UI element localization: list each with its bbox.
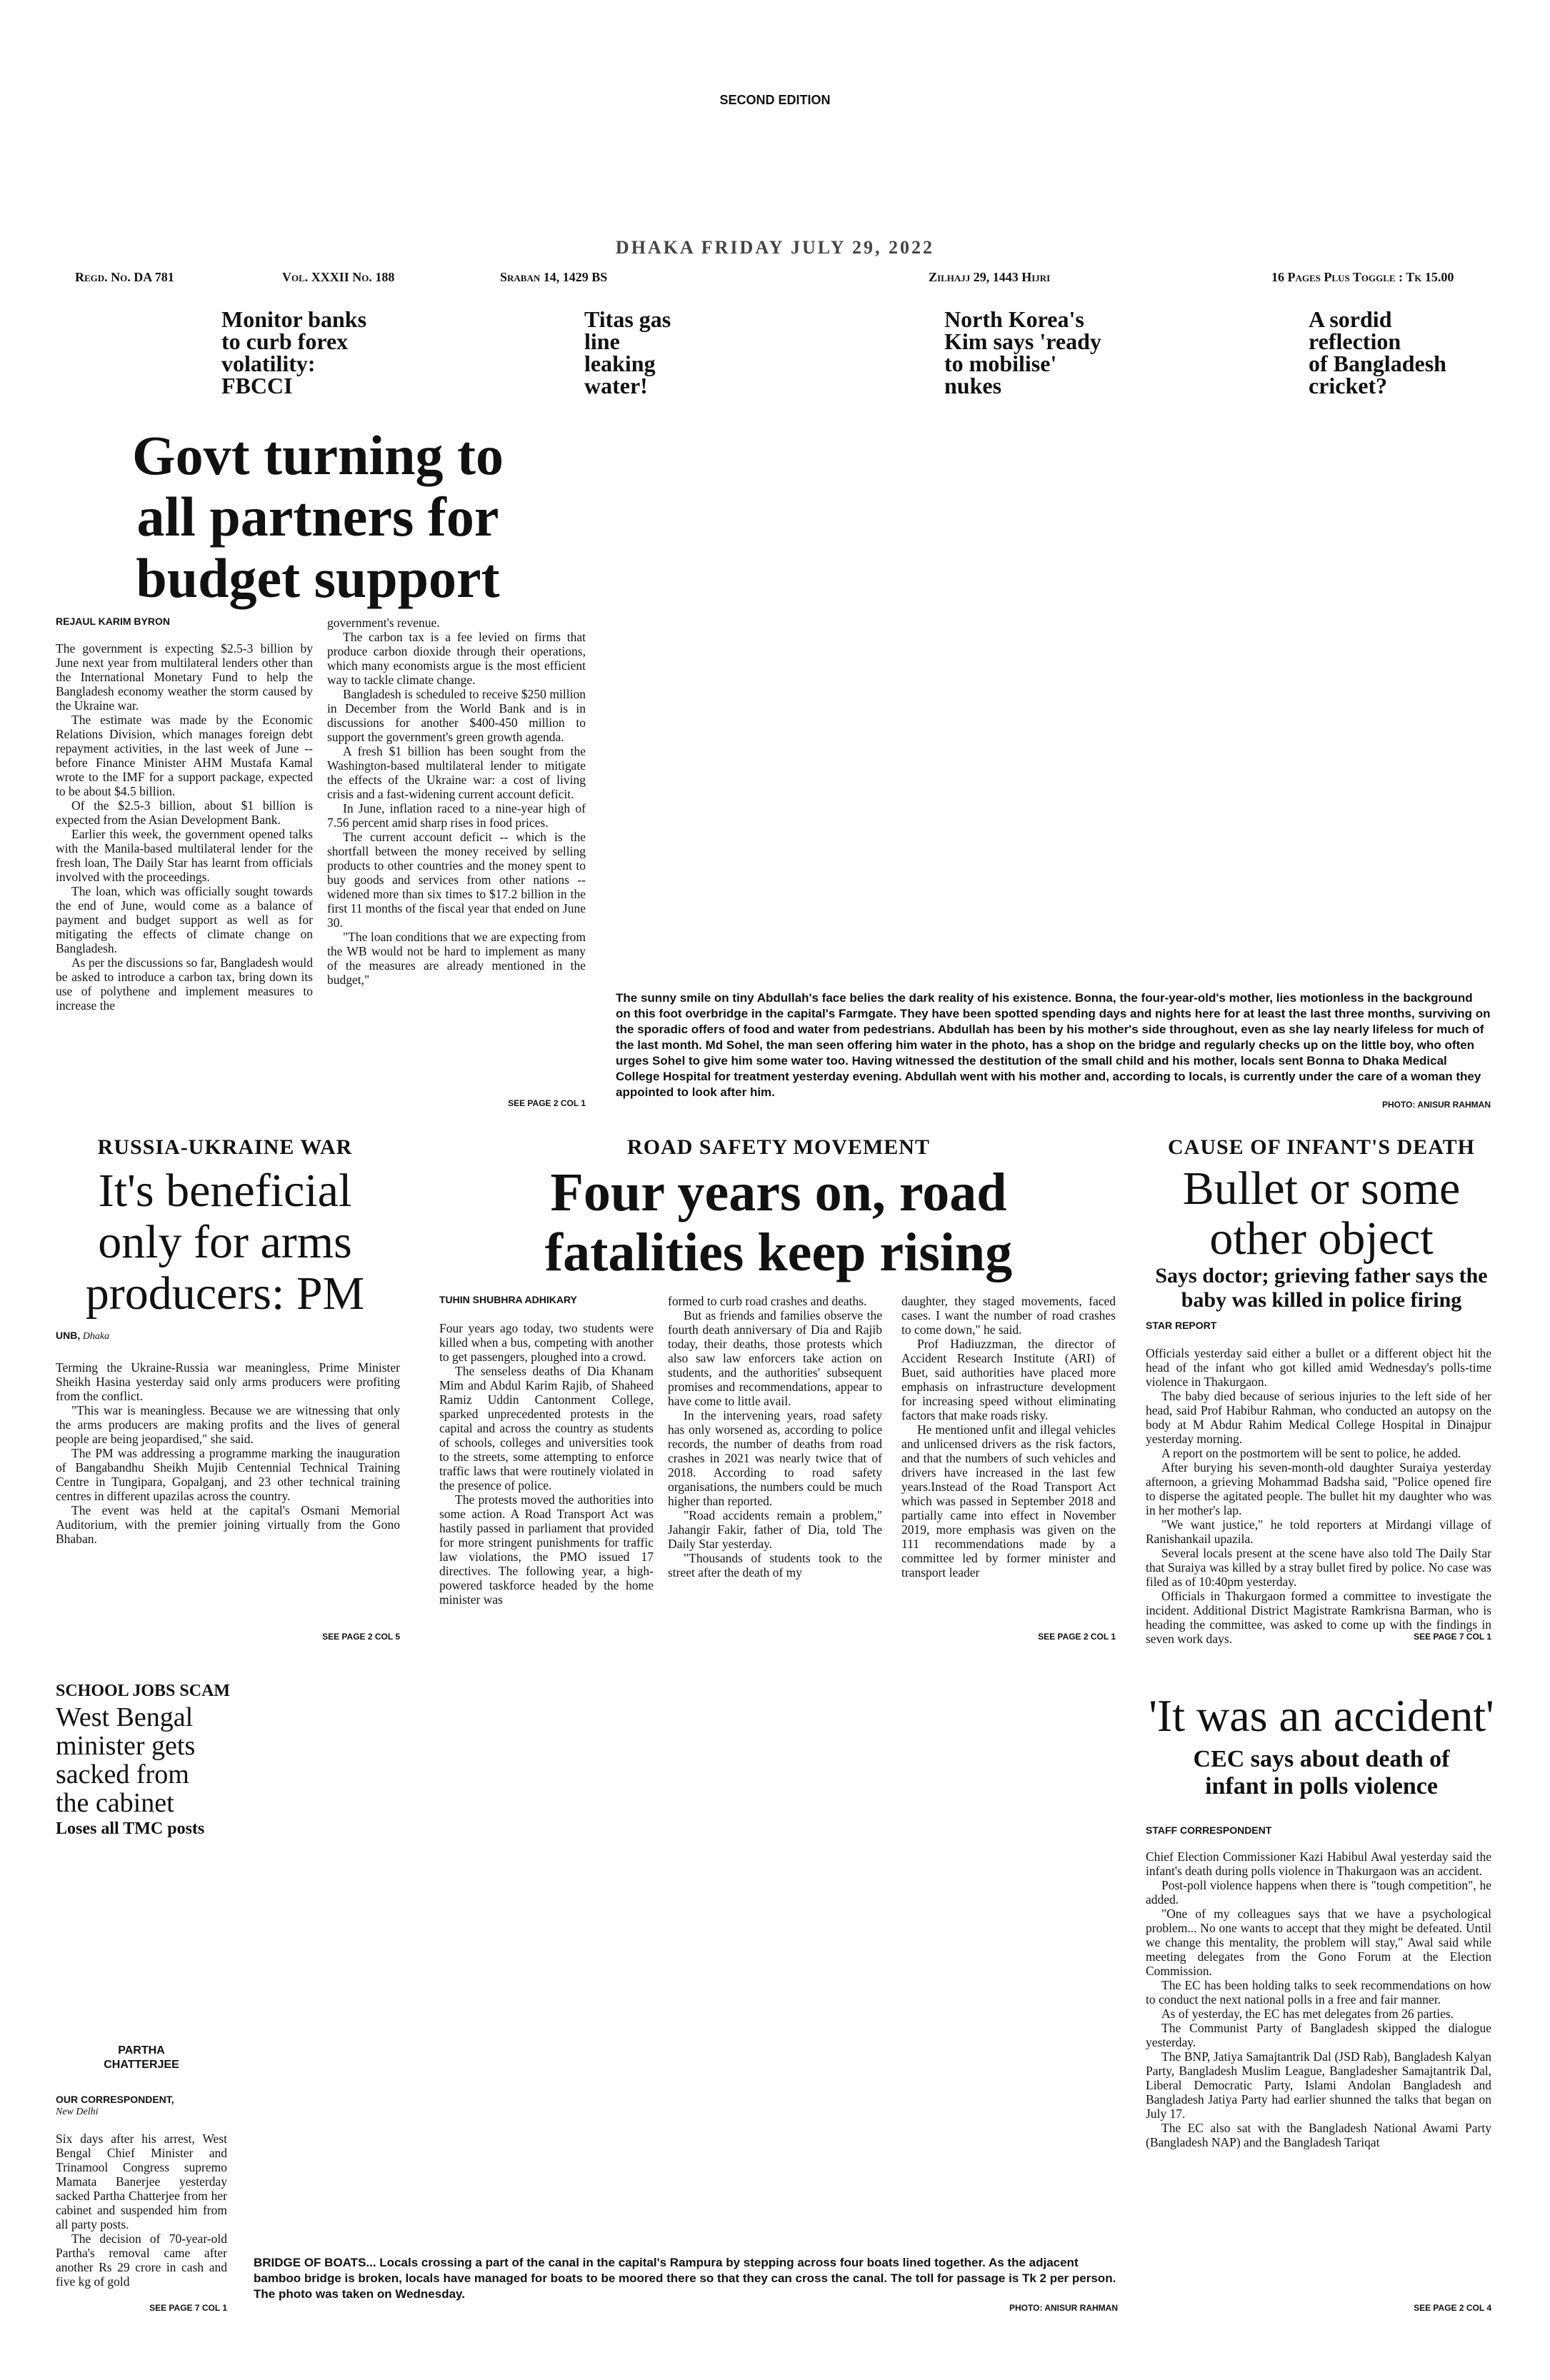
teaser-line: cricket?: [1309, 373, 1388, 398]
teaser-line: Monitor banks: [221, 306, 367, 332]
teaser-fbcci[interactable]: [221, 308, 407, 397]
paragraph: Chief Election Commissioner Kazi Habibul Awal yesterday said the infant's death during polls violence in Thakurgaon was an accident.: [1146, 1849, 1491, 1878]
russia-continuation[interactable]: SEE PAGE 2 COL 5: [322, 1632, 400, 1642]
road-headline[interactable]: [429, 1163, 1129, 1282]
road-column-3: [901, 1294, 1116, 1580]
paragraph: "Thousands of students took to the street after the death of my: [668, 1551, 882, 1580]
teaser-line: to curb forex: [221, 328, 349, 354]
headline-line: sacked from: [56, 1759, 189, 1789]
portrait-name-line: PARTHA: [118, 2044, 165, 2057]
paragraph: government's revenue.: [327, 616, 440, 630]
infant-deck: Says doctor; grieving father says the baby was killed in police firing: [1155, 1264, 1488, 1312]
teaser-line: nukes: [944, 373, 1002, 398]
paragraph: In the intervening years, road safety has only worsened as, according to police records, the number of deaths from road crashes in 2021 was nearly twice that of 2018. According to road safety organisations, the numbers could be much higher than reported.: [668, 1408, 882, 1508]
paragraph: Four years ago today, two students were killed when a bus, competing with another to get passengers, ploughed into a crowd.: [439, 1321, 654, 1364]
headline-line: other object: [1209, 1212, 1434, 1265]
paragraph: The EC also sat with the Bangladesh National Awami Party (Bangladesh NAP) and the Bangladesh Tariqat: [1146, 2121, 1491, 2149]
paragraph: daughter, they staged movements, faced cases. I want the number of road crashes to come down," he said.: [901, 1294, 1116, 1337]
hijri-date: Zilhajj 29, 1443 Hijri: [929, 270, 1051, 284]
paragraph: The event was held at the capital's Osmani Memorial Auditorium, with the premier joining virtually from the Gono Bhaban.: [56, 1503, 400, 1546]
paragraph: formed to curb road crashes and deaths.: [668, 1294, 867, 1308]
teaser-line: of Bangladesh: [1309, 351, 1446, 376]
regd-number: Regd. No. DA 781: [75, 270, 174, 284]
byline-source: UNB,: [56, 1330, 81, 1341]
headline-line: fatalities keep rising: [544, 1222, 1013, 1282]
headline-line: Four years on, road: [550, 1163, 1007, 1222]
boats-caption: BRIDGE OF BOATS... Locals crossing a part of the canal in the capital's Rampura by stepping across four boats lined together. As the adjacent bamboo bridge is broken, locals have managed for boats to be moored there so that they can cross the canal. The toll for passage is Tk 2 per person. The photo was taken on Wednesday.: [254, 2256, 1116, 2301]
paragraph: The BNP, Jatiya Samajtantrik Dal (JSD Rab), Bangladesh Kalyan Party, Bangladesh Muslim League, Bangladesher Samajtantrik Dal, Liberal Democratic Party, Islami Andolan Bangladesh and Bangladesh Jatiya Party had earlier shunned the talks that began on July 17.: [1146, 2049, 1491, 2121]
volume-number: Vol. XXXII No. 188: [282, 270, 395, 284]
teaser-line: water!: [584, 373, 648, 398]
school-body: [56, 2132, 227, 2289]
paragraph: He mentioned unfit and illegal vehicles and unlicensed drivers as the risk factors, and that the numbers of such vehicles and drivers have increased in the last few years.Instead of the Road Transport Act which was passed in September 2018 and partially came into effect in November 2019, more emphasis was given on the 111 recommendations made by a committee led by former minister and transport leader: [901, 1422, 1116, 1580]
paragraph: Bangladesh is scheduled to receive $250 million in December from the World Bank and is in discussions for another $400-450 million to support the government's green growth agenda.: [327, 687, 586, 744]
school-dateline: New Delhi: [56, 2107, 99, 2117]
school-deck: Loses all TMC posts: [56, 1819, 205, 1838]
paragraph: The Communist Party of Bangladesh skipped the dialogue yesterday.: [1146, 2021, 1491, 2049]
headline-line: It's beneficial: [98, 1165, 352, 1217]
paragraph: Officials yesterday said either a bullet or a different object hit the head of the infant who got killed amid Wednesday's polls-time violence in Thakurgaon.: [1146, 1346, 1491, 1389]
price-info: 16 Pages Plus Toggle : Tk 15.00: [1271, 270, 1454, 284]
paragraph: The EC has been holding talks to seek recommendations on how to conduct the next national polls in a free and fair manner.: [1146, 1978, 1491, 2007]
road-kicker: ROAD SAFETY MOVEMENT: [627, 1135, 930, 1159]
lead-photo: [616, 411, 1491, 982]
lead-column-1: [56, 641, 313, 1013]
infant-body: [1146, 1346, 1491, 1646]
teaser-line: FBCCI: [221, 373, 293, 398]
infant-continuation[interactable]: SEE PAGE 7 COL 1: [1414, 1632, 1491, 1642]
paragraph: The decision of 70-year-old Partha's removal came after another Rs 29 crore in cash and five kg of gold: [56, 2231, 227, 2289]
paragraph: "Road accidents remain a problem," Jahangir Fakir, father of Dia, told The Daily Star yesterday.: [668, 1508, 882, 1551]
lead-column-2: [327, 616, 586, 987]
lead-headline[interactable]: [50, 425, 586, 609]
teaser-line: line: [584, 328, 620, 354]
headline-line: producers: PM: [85, 1267, 365, 1320]
teaser-titas[interactable]: [584, 308, 727, 397]
infant-byline: STAR REPORT: [1146, 1320, 1217, 1331]
headline-line: West Bengal: [56, 1702, 194, 1732]
photo-credit: PHOTO: ANISUR RAHMAN: [1382, 1100, 1491, 1110]
deck-line: CEC says about death of: [1193, 1746, 1450, 1772]
paragraph: After burying his seven-month-old daughter Suraiya yesterday afternoon, a grieving Mohammad Badsha said, "Police opened fire to disperse the agitated people. The bullet hit my daughter who was in her mother's lap.: [1146, 1460, 1491, 1517]
paragraph: Several locals present at the scene have also told The Daily Star that Suraiya was killed by a stray bullet fired by police. No case was filed as of 10:40pm yesterday.: [1146, 1546, 1491, 1589]
photo-caption: The sunny smile on tiny Abdullah's face belies the dark reality of his existence. Bonna, the four-year-old's mother, lies motionless in the background on this foot overbridge in the capital's Farmgate. They have been spotted spending days and nights here for at least the last three months, surviving on the sporadic offers of food and water from pedestrians. Abdullah has been by his mother's side throughout, even as she lay nearly lifeless for much of the last month. Md Sohel, the man seen offering him water in the photo, has a shop on the bridge and regularly checks up on the little boy, who often urges Sohel to give him some water too. Having witnessed the destitution of the small child and his mother, locals sent Bonna to Dhaka Medical College Hospital for treatment yesterday evening. Abdullah went with his mother and, according to locals, is currently under the care of a woman they appointed to look after him.: [616, 991, 1491, 1099]
russia-body: [56, 1360, 400, 1546]
teaser-north-korea[interactable]: [944, 308, 1144, 397]
portrait-name: [56, 2044, 227, 2072]
cec-deck: [1143, 1746, 1500, 1800]
school-byline: OUR CORRESPONDENT,: [56, 2094, 174, 2105]
paragraph: The government is expecting $2.5-3 billion by June next year from multilateral lenders other than the International Monetary Fund to help the Bangladesh economy weather the storm caused by the Ukraine war.: [56, 641, 313, 713]
paragraph: "The loan conditions that we are expecting from the WB would not be hard to implement as many of the measures are already mentioned in the budget,": [327, 930, 586, 987]
teaser-line: to mobilise': [944, 351, 1057, 376]
portrait-photo: [56, 1855, 227, 2034]
road-column-2: [668, 1294, 882, 1580]
teaser-cricket[interactable]: [1309, 308, 1480, 397]
teaser-line: Titas gas: [584, 306, 671, 332]
paragraph: Six days after his arrest, West Bengal Chief Minister and Trinamool Congress supremo Mamata Banerjee yesterday sacked Partha Chatterjee from her cabinet and suspended him from all party posts.: [56, 2132, 227, 2231]
paragraph: The loan, which was officially sought towards the end of June, would come as a balance of payment and budget support as well as for mitigating the effects of climate change on Bangladesh.: [56, 884, 313, 955]
dateline: DHAKA FRIDAY JULY 29, 2022: [615, 237, 935, 258]
teaser-line: Kim says 'ready: [944, 328, 1101, 354]
infant-kicker: CAUSE OF INFANT'S DEATH: [1168, 1135, 1475, 1159]
road-byline: TUHIN SHUBHRA ADHIKARY: [439, 1294, 577, 1305]
boats-credit: PHOTO: ANISUR RAHMAN: [1009, 2303, 1118, 2313]
edition-label: SECOND EDITION: [719, 93, 831, 107]
headline-line: Bullet or some: [1182, 1163, 1461, 1215]
headline-line: budget support: [136, 547, 500, 609]
paragraph: Post-poll violence happens when there is "tough competition", he added.: [1146, 1878, 1491, 1907]
headline-line: minister gets: [56, 1731, 196, 1761]
paragraph: Officials in Thakurgaon formed a committee to investigate the incident. Additional District Magistrate Ramkrisna Barman, who is heading the committee, was asked to come up with the findings in seven work days.: [1146, 1589, 1491, 1646]
school-kicker: SCHOOL JOBS SCAM: [56, 1682, 231, 1700]
teaser-line: reflection: [1309, 328, 1401, 354]
school-continuation[interactable]: SEE PAGE 7 COL 1: [149, 2303, 227, 2313]
teaser-line: North Korea's: [944, 306, 1084, 332]
road-column-1: [439, 1321, 654, 1607]
cec-body: [1146, 1849, 1491, 2149]
paragraph: The estimate was made by the Economic Relations Division, which manages foreign debt repayment activities, in the last week of June -- before Finance Minister AHM Mustafa Kamal wrote to the IMF for a support package, expected to be about $4.5 billion.: [56, 713, 313, 798]
paragraph: The carbon tax is a fee levied on firms that produce carbon dioxide through their operations, which many economists argue is the most efficient way to tackle climate change.: [327, 630, 586, 687]
paragraph: In June, inflation raced to a nine-year high of 7.56 percent amid sharp rises in food prices.: [327, 801, 586, 830]
deck-line: infant in polls violence: [1205, 1773, 1438, 1799]
teaser-line: A sordid: [1309, 306, 1392, 332]
headline-line: the cabinet: [56, 1788, 174, 1818]
school-headline[interactable]: [56, 1703, 227, 1817]
paragraph: Terming the Ukraine-Russia war meaningless, Prime Minister Sheikh Hasina yesterday said only arms producers were profiting from the conflict.: [56, 1360, 400, 1403]
russia-byline: [56, 1330, 109, 1342]
boats-photo: [254, 1682, 1118, 2253]
cec-continuation[interactable]: SEE PAGE 2 COL 4: [1414, 2303, 1491, 2313]
teaser-line: leaking: [584, 351, 656, 376]
paragraph: Earlier this week, the government opened talks with the Manila-based multilateral lender for the fresh loan, The Daily Star has learnt from officials involved with the proceedings.: [56, 827, 313, 884]
lead-continuation[interactable]: SEE PAGE 2 COL 1: [508, 1098, 586, 1108]
lead-byline: REJAUL KARIM BYRON: [56, 616, 170, 627]
paragraph: But as friends and families observe the fourth death anniversary of Dia and Rajib today, their deaths, those protests which also saw law enforcers take action on students, and the authorities' subsequent promises and recommendations, appear to have come to little avail.: [668, 1308, 882, 1408]
paragraph: "This war is meaningless. Because we are witnessing that only the arms producers are making profits and the lives of general people are being jeopardised," she said.: [56, 1403, 400, 1446]
road-continuation[interactable]: SEE PAGE 2 COL 1: [1038, 1632, 1116, 1642]
headline-line: all partners for: [136, 486, 499, 548]
infant-headline[interactable]: [1143, 1164, 1500, 1264]
teaser-line: volatility:: [221, 351, 316, 376]
paragraph: As of yesterday, the EC has met delegates from 26 parties.: [1161, 2007, 1454, 2021]
cec-headline[interactable]: 'It was an accident': [1149, 1690, 1494, 1741]
paragraph: The senseless deaths of Dia Khanam Mim and Abdul Karim Rajib, of Shaheed Ramiz Uddin Cantonment College, sparked unprecedented protests in the capital and across the country as students of schools, colleges and universities took to the streets, some attempting to enforce traffic laws that were routinely violated in the presence of police.: [439, 1364, 654, 1492]
byline-dateline: Dhaka: [82, 1331, 110, 1342]
paragraph: "One of my colleagues says that we have a psychological problem... No one wants to accept that they might be defeated. Until we change this mentality, the problem will stay," Awal said while meeting delegates from the Gono Forum at the Election Commission.: [1146, 1907, 1491, 1978]
headline-line: Govt turning to: [131, 424, 504, 486]
paragraph: The PM was addressing a programme marking the inauguration of Bangabandhu Sheikh Mujib Centennial Technical Training Centre in Tungipara, Gopalganj, and 23 other technical training centres in different upazilas across the country.: [56, 1446, 400, 1503]
bangla-date: Sraban 14, 1429 BS: [500, 270, 608, 284]
paragraph: A fresh $1 billion has been sought from the Washington-based multilateral lender to mitigate the effects of the Ukraine war: a cost of living crisis and a fast-widening current account deficit.: [327, 744, 586, 801]
paragraph: Prof Hadiuzzman, the director of Accident Research Institute (ARI) of Buet, said authorities have placed more emphasis on infrastructure development for increasing speed without eliminating factors that make roads risky.: [901, 1337, 1116, 1422]
portrait-name-line: CHATTERJEE: [104, 2059, 179, 2071]
paragraph: Of the $2.5-3 billion, about $1 billion is expected from the Asian Development Bank.: [56, 798, 313, 827]
russia-headline[interactable]: [50, 1165, 400, 1320]
headline-line: only for arms: [98, 1216, 352, 1268]
paragraph: As per the discussions so far, Bangladesh would be asked to introduce a carbon tax, bring down its use of polythene and implement measures to increase the: [56, 955, 313, 1013]
paragraph: The protests moved the authorities into some action. A Road Transport Act was hastily passed in parliament that provided for more stringent punishments for traffic law violations, the PMO issued 17 directives. The following year, a high-powered taskforce headed by the home minister was: [439, 1492, 654, 1607]
paragraph: "We want justice," he told reporters at Mirdangi village of Ranishankail upazila.: [1146, 1517, 1491, 1546]
paragraph: The current account deficit -- which is the shortfall between the money received by selling products to other countries and the money spent to buy goods and services from other nations -- widened more than six times to $17.2 billion in the first 11 months of the fiscal year that ended on June 30.: [327, 830, 586, 930]
cec-byline: STAFF CORRESPONDENT: [1146, 1824, 1272, 1836]
russia-kicker: RUSSIA-UKRAINE WAR: [97, 1135, 353, 1159]
paragraph: A report on the postmortem will be sent to police, he added.: [1161, 1446, 1461, 1460]
paragraph: The baby died because of serious injuries to the left side of her head, said Prof Habibur Rahman, who conducted an autopsy on the body at M Abdur Rahim Medical College Hospital in Dinajpur yesterday morning.: [1146, 1389, 1491, 1446]
